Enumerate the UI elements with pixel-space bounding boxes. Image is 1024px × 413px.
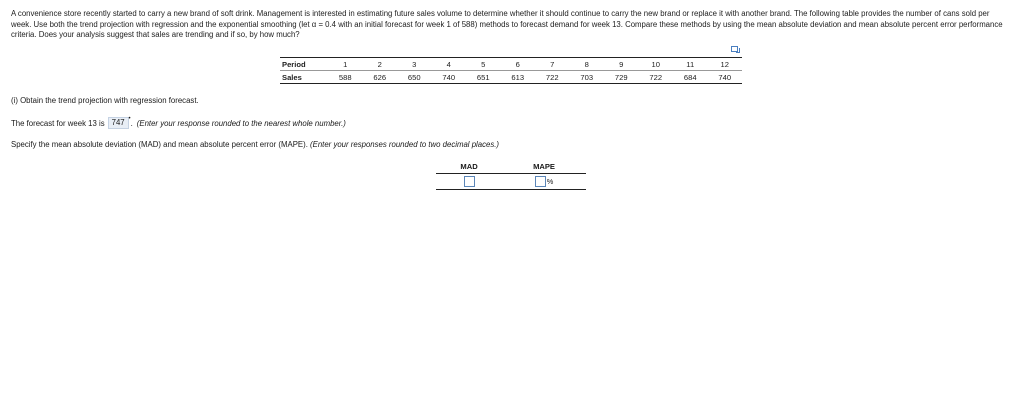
period-cell: 5 [466, 58, 501, 71]
period-cell: 12 [708, 58, 743, 71]
mape-cell [502, 174, 586, 190]
sales-cell: 740 [708, 71, 743, 84]
sales-cell: 740 [432, 71, 467, 84]
mape-header: MAPE [502, 160, 586, 174]
forecast-prefix: The forecast for week 13 is [11, 118, 105, 128]
sales-table [280, 57, 742, 84]
mad-cell [436, 174, 502, 190]
sales-cell: 651 [466, 71, 501, 84]
period-row [280, 58, 742, 71]
specify-line [11, 140, 499, 149]
sales-cell: 729 [604, 71, 639, 84]
forecast-line [11, 117, 346, 129]
mape-input[interactable] [535, 176, 546, 187]
problem-statement: A convenience store recently started to carry a new brand of soft drink. Management is interested in estimating future sales volume to determine whether it should continue to carry the new brand or replace it with another brand. The following table provides the number of cans sold per week. Use both the trend projection with regression and the exponential smoothing (let α = 0.4 with an initial forecast for week 1 of 588) methods to forecast demand for week 13. Compare these methods by using the mean absolute deviation and mean absolute percent error performance criteria. Does your analysis suggest that sales are trending and if so, by how much? [11, 9, 1003, 40]
mape-percent-sign: % [546, 177, 554, 186]
mad-input[interactable] [464, 176, 475, 187]
sales-cell: 588 [328, 71, 363, 84]
period-cell: 11 [673, 58, 708, 71]
sales-cell: 626 [363, 71, 398, 84]
forecast-hint: (Enter your response rounded to the nearest whole number.) [136, 118, 346, 128]
sales-cell: 650 [397, 71, 432, 84]
sales-cell: 684 [673, 71, 708, 84]
specify-hint: (Enter your responses rounded to two decimal places.) [310, 140, 499, 149]
forecast-suffix: . [130, 118, 133, 128]
sales-row [280, 71, 742, 84]
error-table [436, 160, 586, 190]
sales-cell: 703 [570, 71, 605, 84]
sales-label: Sales [280, 71, 328, 84]
period-cell: 3 [397, 58, 432, 71]
copy-data-icon[interactable] [731, 46, 740, 54]
answer-mark-icon: • [128, 116, 131, 122]
period-cell: 7 [535, 58, 570, 71]
period-label: Period [280, 58, 328, 71]
sales-cell: 722 [535, 71, 570, 84]
forecast-value: 747 [111, 118, 125, 127]
sales-cell: 613 [501, 71, 536, 84]
forecast-answer-box[interactable] [108, 117, 129, 129]
part-label: (i) Obtain the trend projection with regression forecast. [11, 96, 199, 105]
sales-cell: 722 [639, 71, 674, 84]
period-cell: 1 [328, 58, 363, 71]
period-cell: 10 [639, 58, 674, 71]
period-cell: 8 [570, 58, 605, 71]
period-cell: 6 [501, 58, 536, 71]
specify-text: Specify the mean absolute deviation (MAD) and mean absolute percent error (MAPE). [11, 140, 308, 149]
mad-header: MAD [436, 160, 502, 174]
period-cell: 2 [363, 58, 398, 71]
period-cell: 4 [432, 58, 467, 71]
period-cell: 9 [604, 58, 639, 71]
